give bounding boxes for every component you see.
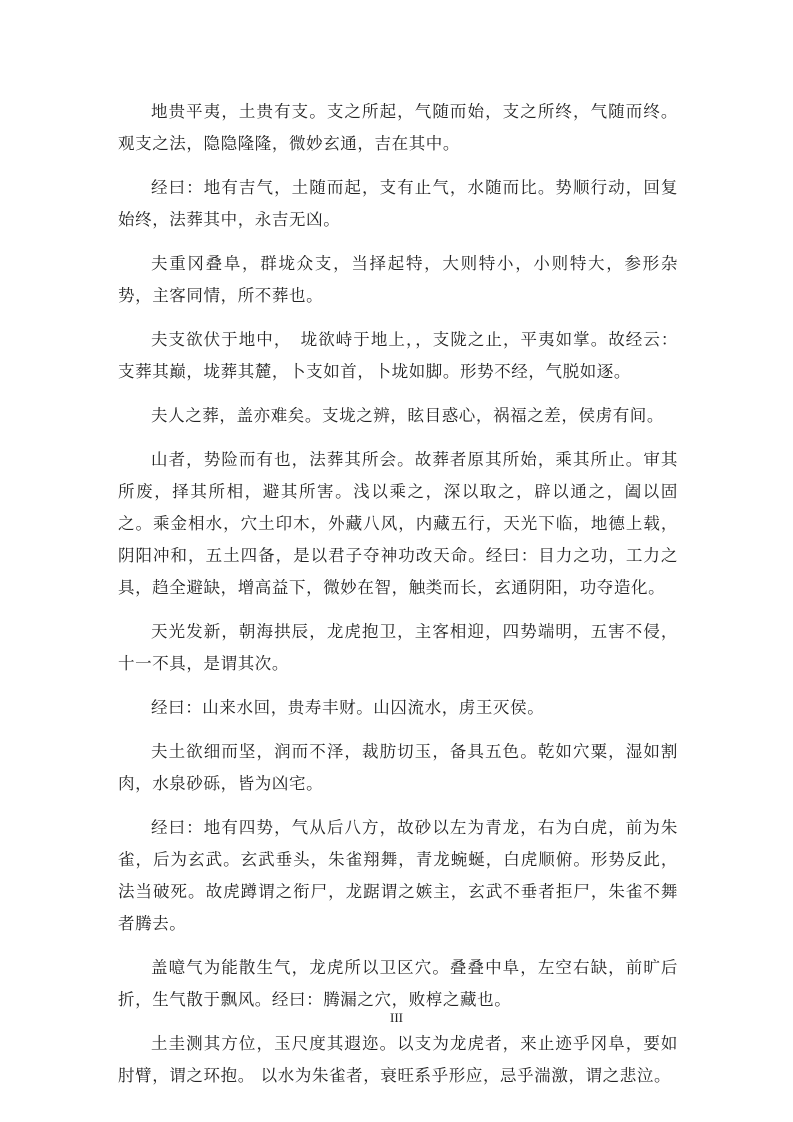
paragraph-11: 盖噫气为能散生气，龙虎所以卫区穴。叠叠中阜，左空右缺，前旷后折，生气散于飘风。经曰：腾漏之穴，败椁之藏也。: [118, 958, 678, 1009]
paragraph-4: 夫支欲伏于地中， 垅欲峙于地上，，支陇之止，平夷如掌。故经云：支葬其巅，垅葬其麓，卜支如首，卜垅如脚。形势不经，气脱如逐。: [118, 330, 678, 381]
body-text: [118, 96, 678, 1104]
paragraph-12: 土圭测其方位，玉尺度其遐迩。以支为龙虎者，来止迹乎冈阜，要如肘臂，谓之环抱。 以水为朱雀者，衰旺系乎形应，忌乎湍激，谓之悲泣。: [118, 1034, 678, 1085]
paragraph-9: 夫土欲细而坚，润而不泽，裁肪切玉，备具五色。乾如穴粟，湿如割肉，水泉砂砾，皆为凶宅。: [118, 742, 678, 793]
paragraph-2: 经曰：地有吉气，土随而起，支有止气，水随而比。势顺行动，回复始终，法葬其中，永吉无凶。: [118, 178, 678, 229]
page-number: III: [390, 1010, 403, 1025]
paragraph-1: 地贵平夷，土贵有支。支之所起，气随而始，支之所终，气随而终。观支之法，隐隐隆隆，微妙玄通，吉在其中。: [118, 102, 678, 153]
paragraph-7: 天光发新，朝海拱辰，龙虎抱卫，主客相迎，四势端明，五害不侵，十一不具，是谓其次。: [118, 622, 678, 673]
paragraph-6: 山者，势险而有也，法葬其所会。故葬者原其所始，乘其所止。审其所废，择其所相，避其所害。浅以乘之，深以取之，辟以通之，阖以固之。乘金相水，穴土印木，外藏八风，内藏五行，天光下临，地德上载，阴阳冲和，五土四备，是以君子夺神功改天命。经曰：目力之功，工力之具，趋全避缺，增高益下，微妙在智，触类而长，玄通阴阳，功夺造化。: [118, 450, 678, 597]
paragraph-5: 夫人之葬，盖亦难矣。支垅之辨，眩目惑心，祸福之差，侯虏有间。: [151, 406, 664, 425]
paragraph-10: 经曰：地有四势，气从后八方，故砂以左为青龙，右为白虎，前为朱雀，后为玄武。玄武垂头，朱雀翔舞，青龙蜿蜒，白虎顺俯。形势反此，法当破死。故虎蹲谓之衔尸，龙踞谓之嫉主，玄武不垂者拒尸，朱雀不舞者腾去。: [118, 818, 678, 933]
paragraph-3: 夫重冈叠阜，群垅众支，当择起特，大则特小，小则特大，参形杂势，主客同情，所不葬也。: [118, 254, 678, 305]
paragraph-8: 经曰：山来水回，贵寿丰财。山囚流水，虏王灭侯。: [151, 698, 545, 717]
